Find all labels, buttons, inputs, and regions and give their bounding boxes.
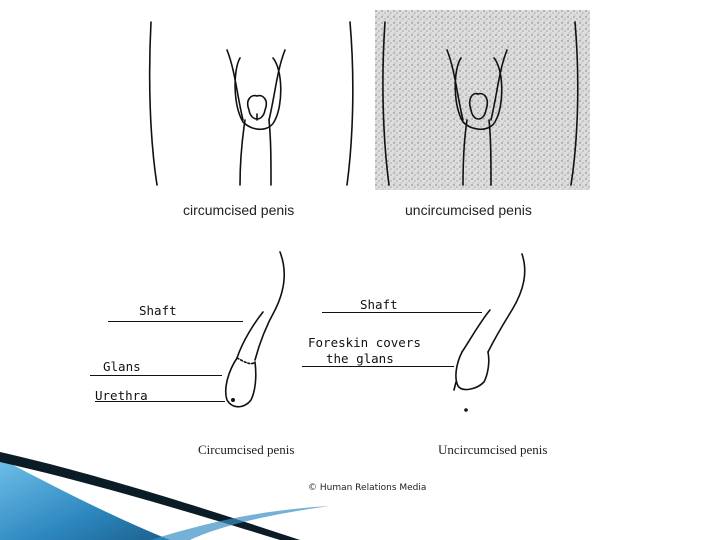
foreskin-leader-line (302, 366, 454, 367)
circumcised-caption-top: circumcised penis (183, 202, 295, 218)
glans-label: Glans (103, 359, 141, 374)
shaft-leader-line-right (322, 312, 482, 313)
shaft-label-left: Shaft (139, 303, 177, 318)
glans-leader-line (90, 375, 222, 376)
circumcised-side-illustration (215, 250, 305, 415)
uncircumcised-caption-bottom: Uncircumcised penis (438, 442, 548, 457)
shaft-label-right: Shaft (360, 297, 398, 312)
uncircumcised-frontal-illustration (375, 10, 590, 190)
corner-decoration (0, 440, 720, 540)
shaft-leader-line-left (108, 321, 243, 322)
foreskin-label-line1: Foreskin covers (308, 335, 421, 350)
copyright-credit: © Human Relations Media (308, 483, 427, 493)
foreskin-label-line2: the glans (326, 351, 394, 366)
uncircumcised-caption-top: uncircumcised penis (405, 202, 532, 218)
circumcised-caption-bottom: Circumcised penis (198, 442, 295, 457)
urethra-leader-line (95, 401, 225, 402)
urethra-label: Urethra (95, 388, 148, 403)
circumcised-frontal-illustration (145, 10, 375, 190)
uncircumcised-side-illustration (450, 252, 530, 412)
